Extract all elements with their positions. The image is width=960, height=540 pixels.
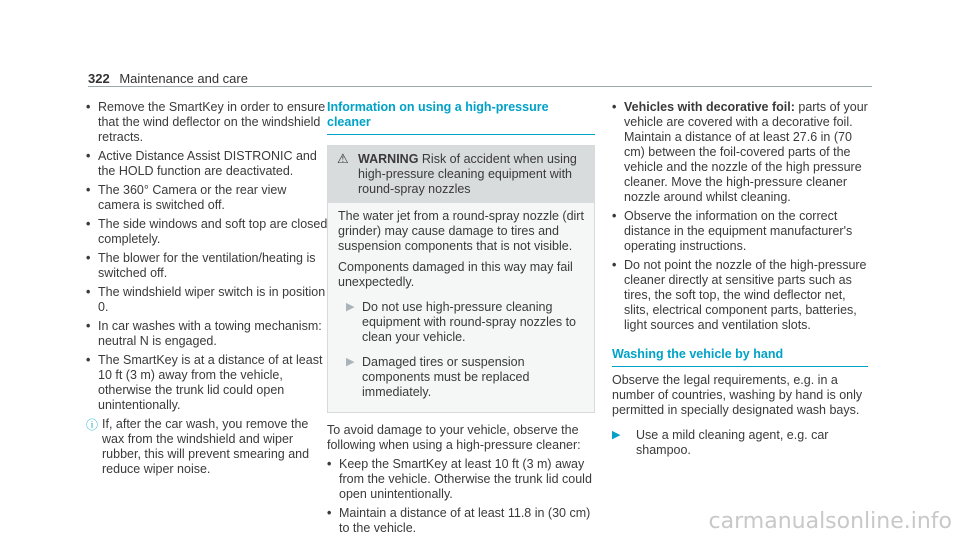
list-item: • Observe the information on the correct distance in the equipment manufacturer's operating instructions.	[612, 209, 853, 253]
page-title: Maintenance and care	[119, 71, 248, 86]
bullet-icon: •	[86, 251, 91, 265]
column-middle	[327, 100, 595, 540]
warning-paragraph: Components damaged in this way may fail unexpectedly.	[338, 260, 573, 289]
intro-paragraph: To avoid damage to your vehicle, observe the following when using a high-pressure cleaner:	[327, 423, 581, 452]
column-right	[612, 100, 868, 466]
warning-header	[328, 146, 594, 203]
warning-label: WARNING	[358, 152, 419, 166]
bullet-icon: •	[86, 319, 91, 333]
warning-step: ▶ Do not use high-pressure cleaning equipment with round-spray nozzles to clean your vehicle.	[346, 300, 577, 344]
arrow-icon: ▶	[612, 429, 621, 441]
list-item: • The SmartKey is at a distance of at least 10 ft (3 m) away from the vehicle, otherwise the trunk lid could open unintentionally.	[86, 353, 323, 412]
list-item: • Maintain a distance of at least 11.8 in (30 cm) to the vehicle.	[327, 506, 591, 535]
list-item: • The 360° Camera or the rear view camera is switched off.	[86, 183, 287, 212]
high-pressure-list	[327, 457, 595, 536]
list-item: • Active Distance Assist DISTRONIC and the HOLD function are deactivated.	[86, 149, 317, 178]
warning-paragraph: The water jet from a round-spray nozzle (dirt grinder) may cause damage to tires and suspension components that is not visible.	[338, 209, 584, 253]
list-item: • The side windows and soft top are closed completely.	[86, 217, 328, 246]
column-left	[86, 100, 330, 477]
section-title-washing-by-hand: Washing the vehicle by hand	[612, 347, 868, 367]
bullet-icon: •	[86, 183, 91, 197]
list-item: • The blower for the ventilation/heating is switched off.	[86, 251, 316, 280]
list-item: • The windshield wiper switch is in position 0.	[86, 285, 326, 314]
bullet-icon: •	[327, 457, 332, 471]
header-divider	[88, 86, 872, 87]
arrow-icon: ▶	[346, 356, 355, 368]
info-icon: ⓘ	[86, 418, 99, 432]
warning-icon: ⚠	[337, 151, 349, 166]
bullet-icon: •	[86, 149, 91, 163]
bullet-icon: •	[86, 100, 91, 114]
item-bold-lead: Vehicles with decorative foil:	[624, 100, 795, 114]
note-text: If, after the car wash, you remove the wax from the windshield and wiper rubber, this will prevent smearing and reduce wiper noise.	[102, 417, 310, 476]
warning-body	[328, 203, 594, 412]
list-item: • Keep the SmartKey at least 10 ft (3 m) away from the vehicle. Otherwise the trunk lid could open unintentionally.	[327, 457, 592, 501]
bullet-icon: •	[612, 258, 617, 272]
section-title-high-pressure: Information on using a high-pressure cleaner	[327, 100, 595, 135]
high-pressure-list-continued	[612, 100, 868, 333]
list-item: • Vehicles with decorative foil: parts of your vehicle are covered with a decorative foil. Maintain a distance of at least 27.6 in (70 cm) between the foil-covered parts of the vehicle and the nozzle of the high pressure cleaner. Move the high-pressure cleaner nozzle around whilst cleaning.	[612, 100, 868, 204]
list-item: • Remove the SmartKey in order to ensure that the wind deflector on the windshield retracts.	[86, 100, 326, 144]
bullet-icon: •	[86, 217, 91, 231]
page-number: 322	[88, 71, 110, 86]
list-item: • Do not point the nozzle of the high-pressure cleaner directly at sensitive parts such as tires, the soft top, the wind deflector net, slits, electrical component parts, batteries, light sources and ventilation slots.	[612, 258, 867, 332]
bullet-icon: •	[612, 209, 617, 223]
bullet-icon: •	[612, 100, 617, 114]
arrow-icon: ▶	[346, 301, 355, 313]
list-item: • In car washes with a towing mechanism: neutral N is engaged.	[86, 319, 322, 348]
watermark: carmanualsonline.info	[708, 509, 952, 534]
action-step: ▶ Use a mild cleaning agent, e.g. car shampoo.	[612, 428, 829, 457]
warning-heading: Risk of accident when using high-pressure cleaning equipment with round-spray nozzles	[358, 152, 577, 196]
warning-step: ▶ Damaged tires or suspension components must be replaced immediately.	[346, 355, 530, 399]
conditions-list	[86, 100, 330, 413]
bullet-icon: •	[327, 506, 332, 520]
warning-box	[327, 145, 595, 413]
bullet-icon: •	[86, 353, 91, 367]
page-header	[88, 71, 248, 86]
info-note	[86, 417, 330, 477]
washing-paragraph: Observe the legal requirements, e.g. in a number of countries, washing by hand is only permitted in specially designated wash bays.	[612, 373, 863, 417]
bullet-icon: •	[86, 285, 91, 299]
